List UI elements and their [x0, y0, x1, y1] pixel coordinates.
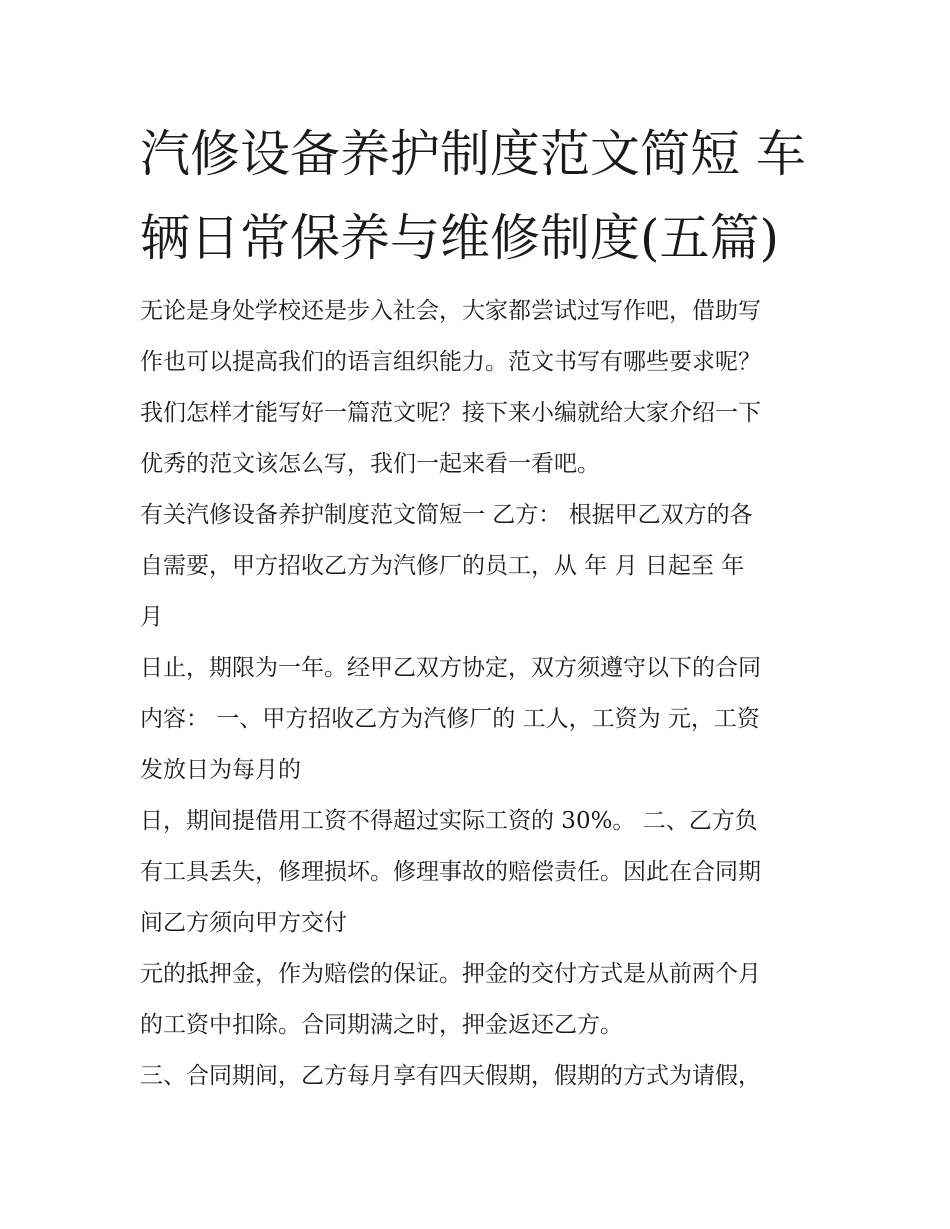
text-line: 我们怎样才能写好一篇范文呢？接下来小编就给大家介绍一下 — [140, 400, 761, 426]
text-line: 的工资中扣除。合同期满之时，押金返还乙方。 — [140, 1012, 623, 1038]
text-line: 作也可以提高我们的语言组织能力。范文书写有哪些要求呢？ — [140, 349, 761, 375]
text-line: 无论是身处学校还是步入社会，大家都尝试过写作吧，借助写 — [140, 298, 761, 324]
text-line: 月 — [140, 604, 163, 630]
text-line: 三、合同期间，乙方每月享有四天假期，假期的方式为请假， — [140, 1063, 761, 1089]
document-title — [140, 112, 820, 280]
text-line: 内容： 一、甲方招收乙方为汽修厂的 工人，工资为 元，工资 — [140, 706, 760, 732]
text-line: 自需要，甲方招收乙方为汽修厂的员工，从 年 月 日起至 年 — [140, 553, 745, 579]
body-text — [140, 286, 820, 1102]
text-line: 日，期间提借用工资不得超过实际工资的 30%。 二、乙方负 — [140, 808, 758, 834]
title-line-2: 辆日常保养与维修制度(五篇) — [140, 209, 780, 267]
text-line: 优秀的范文该怎么写，我们一起来看一看吧。 — [140, 451, 600, 477]
text-line: 日止，期限为一年。经甲乙双方协定，双方须遵守以下的合同 — [140, 655, 761, 681]
text-line: 有关汽修设备养护制度范文简短一 乙方： 根据甲乙双方的各 — [140, 502, 753, 528]
document-page — [140, 112, 820, 1102]
text-line: 发放日为每月的 — [140, 757, 301, 783]
title-line-1: 汽修设备养护制度范文简短 车 — [140, 125, 806, 183]
text-line: 元的抵押金，作为赔偿的保证。押金的交付方式是从前两个月 — [140, 961, 761, 987]
text-line: 间乙方须向甲方交付 — [140, 910, 347, 936]
text-line: 有工具丢失，修理损坏。修理事故的赔偿责任。因此在合同期 — [140, 859, 761, 885]
